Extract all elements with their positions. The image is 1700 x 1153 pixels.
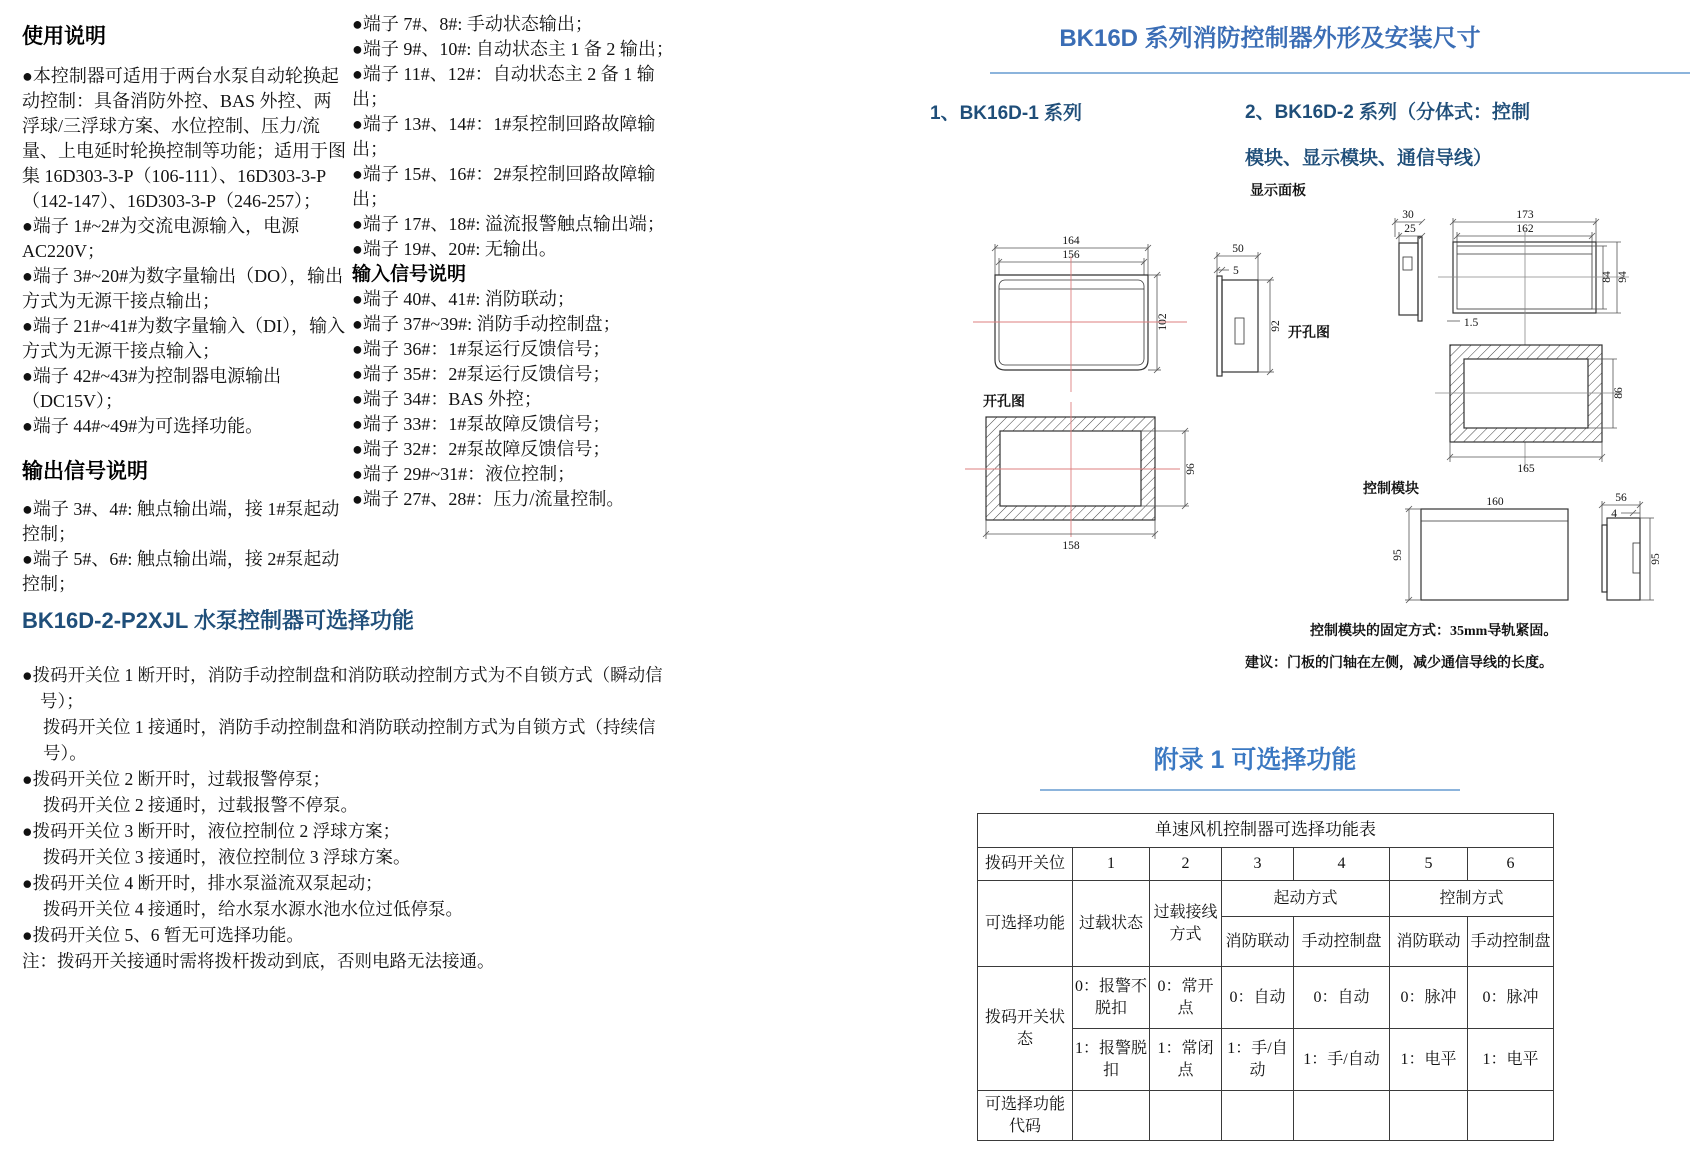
table-title: 单速风机控制器可选择功能表 [978,814,1554,848]
sub-fire-linkage-2: 消防联动 [1390,917,1468,967]
dim-cutout2-height: 86 [1613,387,1625,399]
input-signal-title: 输入信号说明 [352,264,467,285]
code-cell-6 [1468,1091,1554,1141]
bit-4: 4 [1294,848,1390,881]
output-bullet-list [22,497,346,597]
dip-switch-line: ●拨码开关位 2 断开时，过载报警停泵； [22,769,331,789]
bit-2: 2 [1150,848,1222,881]
appendix-title: 附录 1 可选择功能 [1153,746,1357,774]
bk16d2-cutout-view [1435,345,1625,475]
code-label: 可选择功能代码 [978,1091,1073,1141]
bit-3: 3 [1222,848,1294,881]
dim-panel-inner-width: 162 [1516,223,1534,235]
state-label: 拨码开关状态 [978,967,1073,1091]
left-column-1 [22,20,346,597]
output-bullet: ●端子 11#、12#：自动状态主 2 备 1 输出； [352,64,655,109]
output-bullet: ●端子 13#、14#：1#泵控制回路故障输出； [352,114,656,159]
input-bullet: ●端子 29#~31#：液位控制； [352,464,576,484]
input-bullet-list [352,287,684,512]
output-bullet: ●端子 19#、20#: 无输出。 [352,239,557,259]
door-hinge-note: 建议：门板的门轴在左侧，减少通信导线的长度。 [1245,656,1553,671]
dip-switch-line: 拨码开关位 2 接通时，过载报警不停泵。 [43,795,358,815]
dim-side-height: 92 [1270,320,1282,332]
dip-switch-line: 拨码开关位 4 接通时，给水泵水源水池水位过低停泵。 [43,899,463,919]
state1-3: 1：手/自动 [1222,1029,1294,1091]
output-bullet: ●端子 7#、8#: 手动状态输出； [352,14,593,34]
bk16d1-drawing [895,192,1285,557]
appendix-rule [1040,789,1460,791]
usage-bullet: ●端子 3#~20#为数字量输出（DO），输出方式为无源干接点输出； [22,266,344,311]
sub-fire-linkage-1: 消防联动 [1222,917,1294,967]
optional-functions-title: BK16D-2-P2XJL 水泵控制器可选择功能 [22,608,414,633]
dim-module-width: 160 [1486,496,1504,508]
output-bullet: ●端子 15#、16#：2#泵控制回路故障输出； [352,164,656,209]
dim-cutout-width: 158 [1062,540,1080,552]
code-cell-2 [1150,1091,1222,1141]
input-bullet: ●端子 32#：2#泵故障反馈信号； [352,439,611,459]
state1-1: 1：报警脱扣 [1073,1029,1150,1091]
module-mount-note: 控制模块的固定方式：35mm导轨紧固。 [1310,624,1558,639]
dim-panel-outer-height: 94 [1617,271,1629,283]
input-bullet: ●端子 40#、41#: 消防联动； [352,289,575,309]
cutout-label-2: 开孔图 [1288,326,1330,341]
optional-function-table [977,813,1554,1141]
state1-2: 1：常闭点 [1150,1029,1222,1091]
series-1-heading: 1、BK16D-1 系列 [930,103,1083,124]
input-bullet: ●端子 34#：BAS 外控； [352,389,542,409]
dim-front-height: 102 [1157,313,1169,331]
usage-bullet: ●端子 42#~43#为控制器电源输出（DC15V）； [22,366,282,411]
output-bullet: ●端子 9#、10#: 自动状态主 1 备 2 输出； [352,39,674,59]
usage-bullet: ●端子 21#~41#为数字量输入（DI），输入方式为无源干接点输入； [22,316,346,361]
func-overload-state: 过载状态 [1073,881,1150,967]
usage-bullet: ●端子 1#~2#为交流电源输入，电源 AC220V； [22,216,300,261]
bit-5: 5 [1390,848,1468,881]
dip-switch-line: 拨码开关位 3 接通时，液位控制位 3 浮球方案。 [43,847,411,867]
code-cell-4 [1294,1091,1390,1141]
state1-6: 1：电平 [1468,1029,1554,1091]
dim-panel-inner-height: 84 [1601,271,1613,283]
dim-cutout2-width: 165 [1517,463,1535,475]
title-rule [990,72,1690,74]
dip-switch-line: ●拨码开关位 1 断开时，消防手动控制盘和消防联动控制方式为不自锁方式（瞬动信号）； [22,665,663,711]
sub-manual-panel-1: 手动控制盘 [1294,917,1390,967]
input-bullet: ●端子 36#：1#泵运行反馈信号； [352,339,611,359]
usage-bullet-list [22,64,346,439]
state0-5: 0：脉冲 [1390,967,1468,1029]
bk16d2-panel-side-view [1392,209,1425,321]
state0-2: 0：常开点 [1150,967,1222,1029]
dim-panel-outer-width: 173 [1516,209,1534,221]
usage-bullet: ●端子 44#~49#为可选择功能。 [22,416,264,436]
bit-label: 拨码开关位 [978,848,1073,881]
state0-3: 0：自动 [1222,967,1294,1029]
dim-module-side-height: 95 [1650,553,1662,565]
output-bullet: ●端子 17#、18#: 溢流报警触点输出端； [352,214,665,234]
state0-6: 0：脉冲 [1468,967,1554,1029]
display-panel-label: 显示面板 [1250,184,1306,199]
dim-panel-side-inner: 25 [1404,223,1416,235]
bit-6: 6 [1468,848,1554,881]
left-column-2 [352,12,684,512]
output-bullet: ●端子 5#、6#: 触点输出端，接 2#泵起动控制； [22,549,340,594]
bk16d2-module-front-view [1392,496,1568,603]
input-bullet: ●端子 37#~39#: 消防手动控制盘； [352,314,621,334]
code-cell-3 [1222,1091,1294,1141]
usage-bullet: ●本控制器可适用于两台水泵自动轮换起动控制：具备消防外控、BAS 外控、两浮球/三浮球方案、水位控制、压力/流量、上电延时轮换控制等功能；适用于图集 16D303-3-P（106-111）、16D303-3-P（142-147）、16D303-3-P（246-257）； [22,66,346,211]
func-control-group: 控制方式 [1390,881,1554,917]
bk16d2-module-side-view [1599,492,1662,600]
dim-side-lip: 5 [1233,265,1239,277]
bit-1: 1 [1073,848,1150,881]
dip-switch-line: ●拨码开关位 3 断开时，液位控制位 2 浮球方案； [22,821,401,841]
input-bullet: ●端子 27#、28#：压力/流量控制。 [352,489,625,509]
input-bullet: ●端子 35#：2#泵运行反馈信号； [352,364,611,384]
sub-manual-panel-2: 手动控制盘 [1468,917,1554,967]
dim-cutout-height: 96 [1185,463,1197,475]
state0-4: 0：自动 [1294,967,1390,1029]
dim-front-outer-width: 164 [1062,235,1080,247]
bk16d1-cutout-view [965,402,1197,552]
bk16d1-front-view [973,235,1187,392]
output-signal-title: 输出信号说明 [22,460,148,483]
dim-module-height: 95 [1392,549,1404,561]
output-bullet: ●端子 3#、4#: 触点输出端，接 1#泵起动控制； [22,499,340,544]
dim-module-depth: 56 [1615,492,1627,504]
output-bullet-list-2 [352,12,684,262]
code-cell-1 [1073,1091,1150,1141]
func-overload-wiring: 过载接线方式 [1150,881,1222,967]
control-module-label: 控制模块 [1363,482,1419,497]
dim-module-clip: 4 [1611,508,1617,520]
bk16d2-drawing [1245,175,1675,623]
func-start-group: 起动方式 [1222,881,1390,917]
dip-switch-note: 注：拨码开关接通时需将拨杆拨动到底，否则电路无法接通。 [22,951,495,971]
dim-panel-side-depth: 30 [1402,209,1414,221]
func-label: 可选择功能 [978,881,1073,967]
optional-functions-list [22,662,672,974]
dim-side-depth: 50 [1232,243,1244,255]
dip-switch-line: 拨码开关位 1 接通时，消防手动控制盘和消防联动控制方式为自锁方式（持续信号）。 [43,717,656,763]
state1-4: 1：手/自动 [1294,1029,1390,1091]
cutout-label-1: 开孔图 [983,395,1025,410]
dip-switch-line: ●拨码开关位 5、6 暂无可选择功能。 [22,925,304,945]
right-page-title: BK16D 系列消防控制器外形及安装尺寸 [1059,25,1481,52]
usage-title: 使用说明 [22,25,106,48]
dip-switch-line: ●拨码开关位 4 断开时，排水泵溢流双泵起动； [22,873,383,893]
input-bullet: ●端子 33#：1#泵故障反馈信号； [352,414,611,434]
code-cell-5 [1390,1091,1468,1141]
dim-front-inner-width: 156 [1062,249,1080,261]
state1-5: 1：电平 [1390,1029,1468,1091]
dim-panel-offset: 1.5 [1463,317,1479,329]
series-2-heading: 2、BK16D-2 系列（分体式：控制模块、显示模块、通信导线） [1245,102,1531,169]
dip-switch-lines [22,662,672,948]
state0-1: 0：报警不脱扣 [1073,967,1150,1029]
